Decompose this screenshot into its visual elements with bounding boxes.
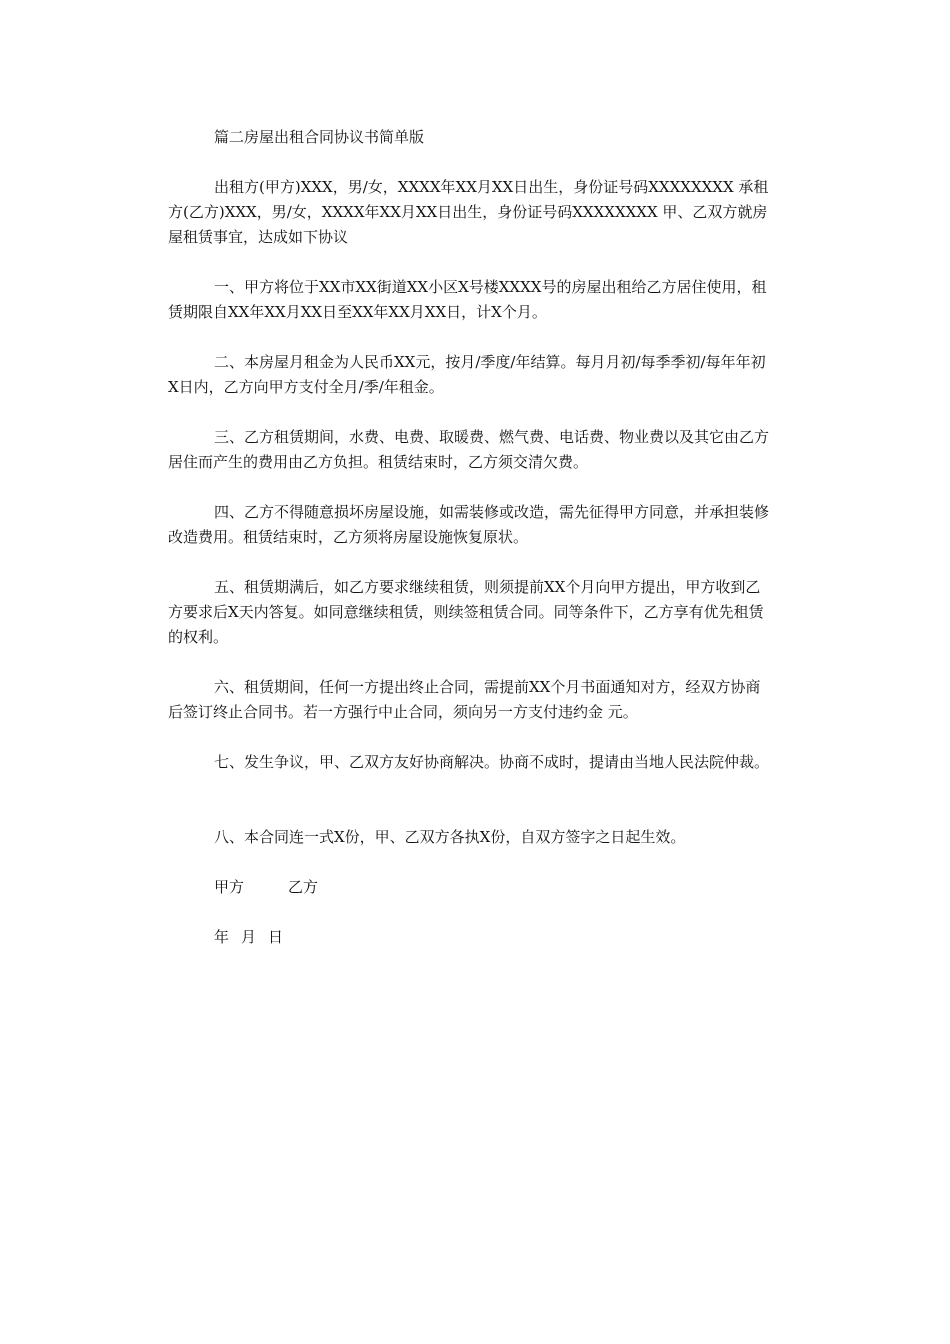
clause-8: 八、本合同连一式X份，甲、乙双方各执X份，自双方签字之日起生效。 <box>214 828 686 846</box>
signature-line <box>214 875 318 900</box>
clause-1: 一、甲方将位于XX市XX街道XX小区X号楼XXXX号的房屋出租给乙方居住使用，租赁期限自XX年XX月XX日至XX年XX月XX日，计X个月。 <box>168 278 767 321</box>
clause-6: 六、租赁期间，任何一方提出终止合同，需提前XX个月书面通知对方，经双方协商后签订终止合同书。若一方强行中止合同，须向另一方支付违约金 元。 <box>168 678 761 721</box>
party-b-signature-label: 乙方 <box>288 878 319 896</box>
date-line <box>214 925 283 950</box>
clause-5: 五、租赁期满后，如乙方要求继续租赁，则须提前XX个月向甲方提出，甲方收到乙方要求后X天内答复。如同意继续租赁，则续签租赁合同。同等条件下，乙方享有优先租赁的权利。 <box>168 578 764 646</box>
parties-paragraph: 出租方(甲方)XXX，男/女，XXXX年XX月XX日出生，身份证号码XXXXXXXX 承租方(乙方)XXX，男/女，XXXX年XX月XX日出生，身份证号码XXXXXXXX 甲、乙双方就房屋租赁事宜，达成如下协议 <box>168 178 769 246</box>
date-year-label: 年 <box>214 928 230 946</box>
clause-2: 二、本房屋月租金为人民币XX元，按月/季度/年结算。每月月初/每季季初/每年年初X日内，乙方向甲方支付全月/季/年租金。 <box>168 353 766 396</box>
clause-3: 三、乙方租赁期间，水费、电费、取暖费、燃气费、电话费、物业费以及其它由乙方居住而产生的费用由乙方负担。租赁结束时，乙方须交清欠费。 <box>168 428 770 471</box>
party-a-signature-label: 甲方 <box>214 878 245 896</box>
document-title: 篇二房屋出租合同协议书简单版 <box>214 128 425 146</box>
date-month-label: 月 <box>241 928 257 946</box>
clause-4: 四、乙方不得随意损坏房屋设施，如需装修或改造，需先征得甲方同意，并承担装修改造费用。租赁结束时，乙方须将房屋设施恢复原状。 <box>168 503 770 546</box>
date-day-label: 日 <box>268 928 284 946</box>
clause-7: 七、发生争议，甲、乙双方友好协商解决。协商不成时，提请由当地人民法院仲裁。 <box>214 753 770 771</box>
